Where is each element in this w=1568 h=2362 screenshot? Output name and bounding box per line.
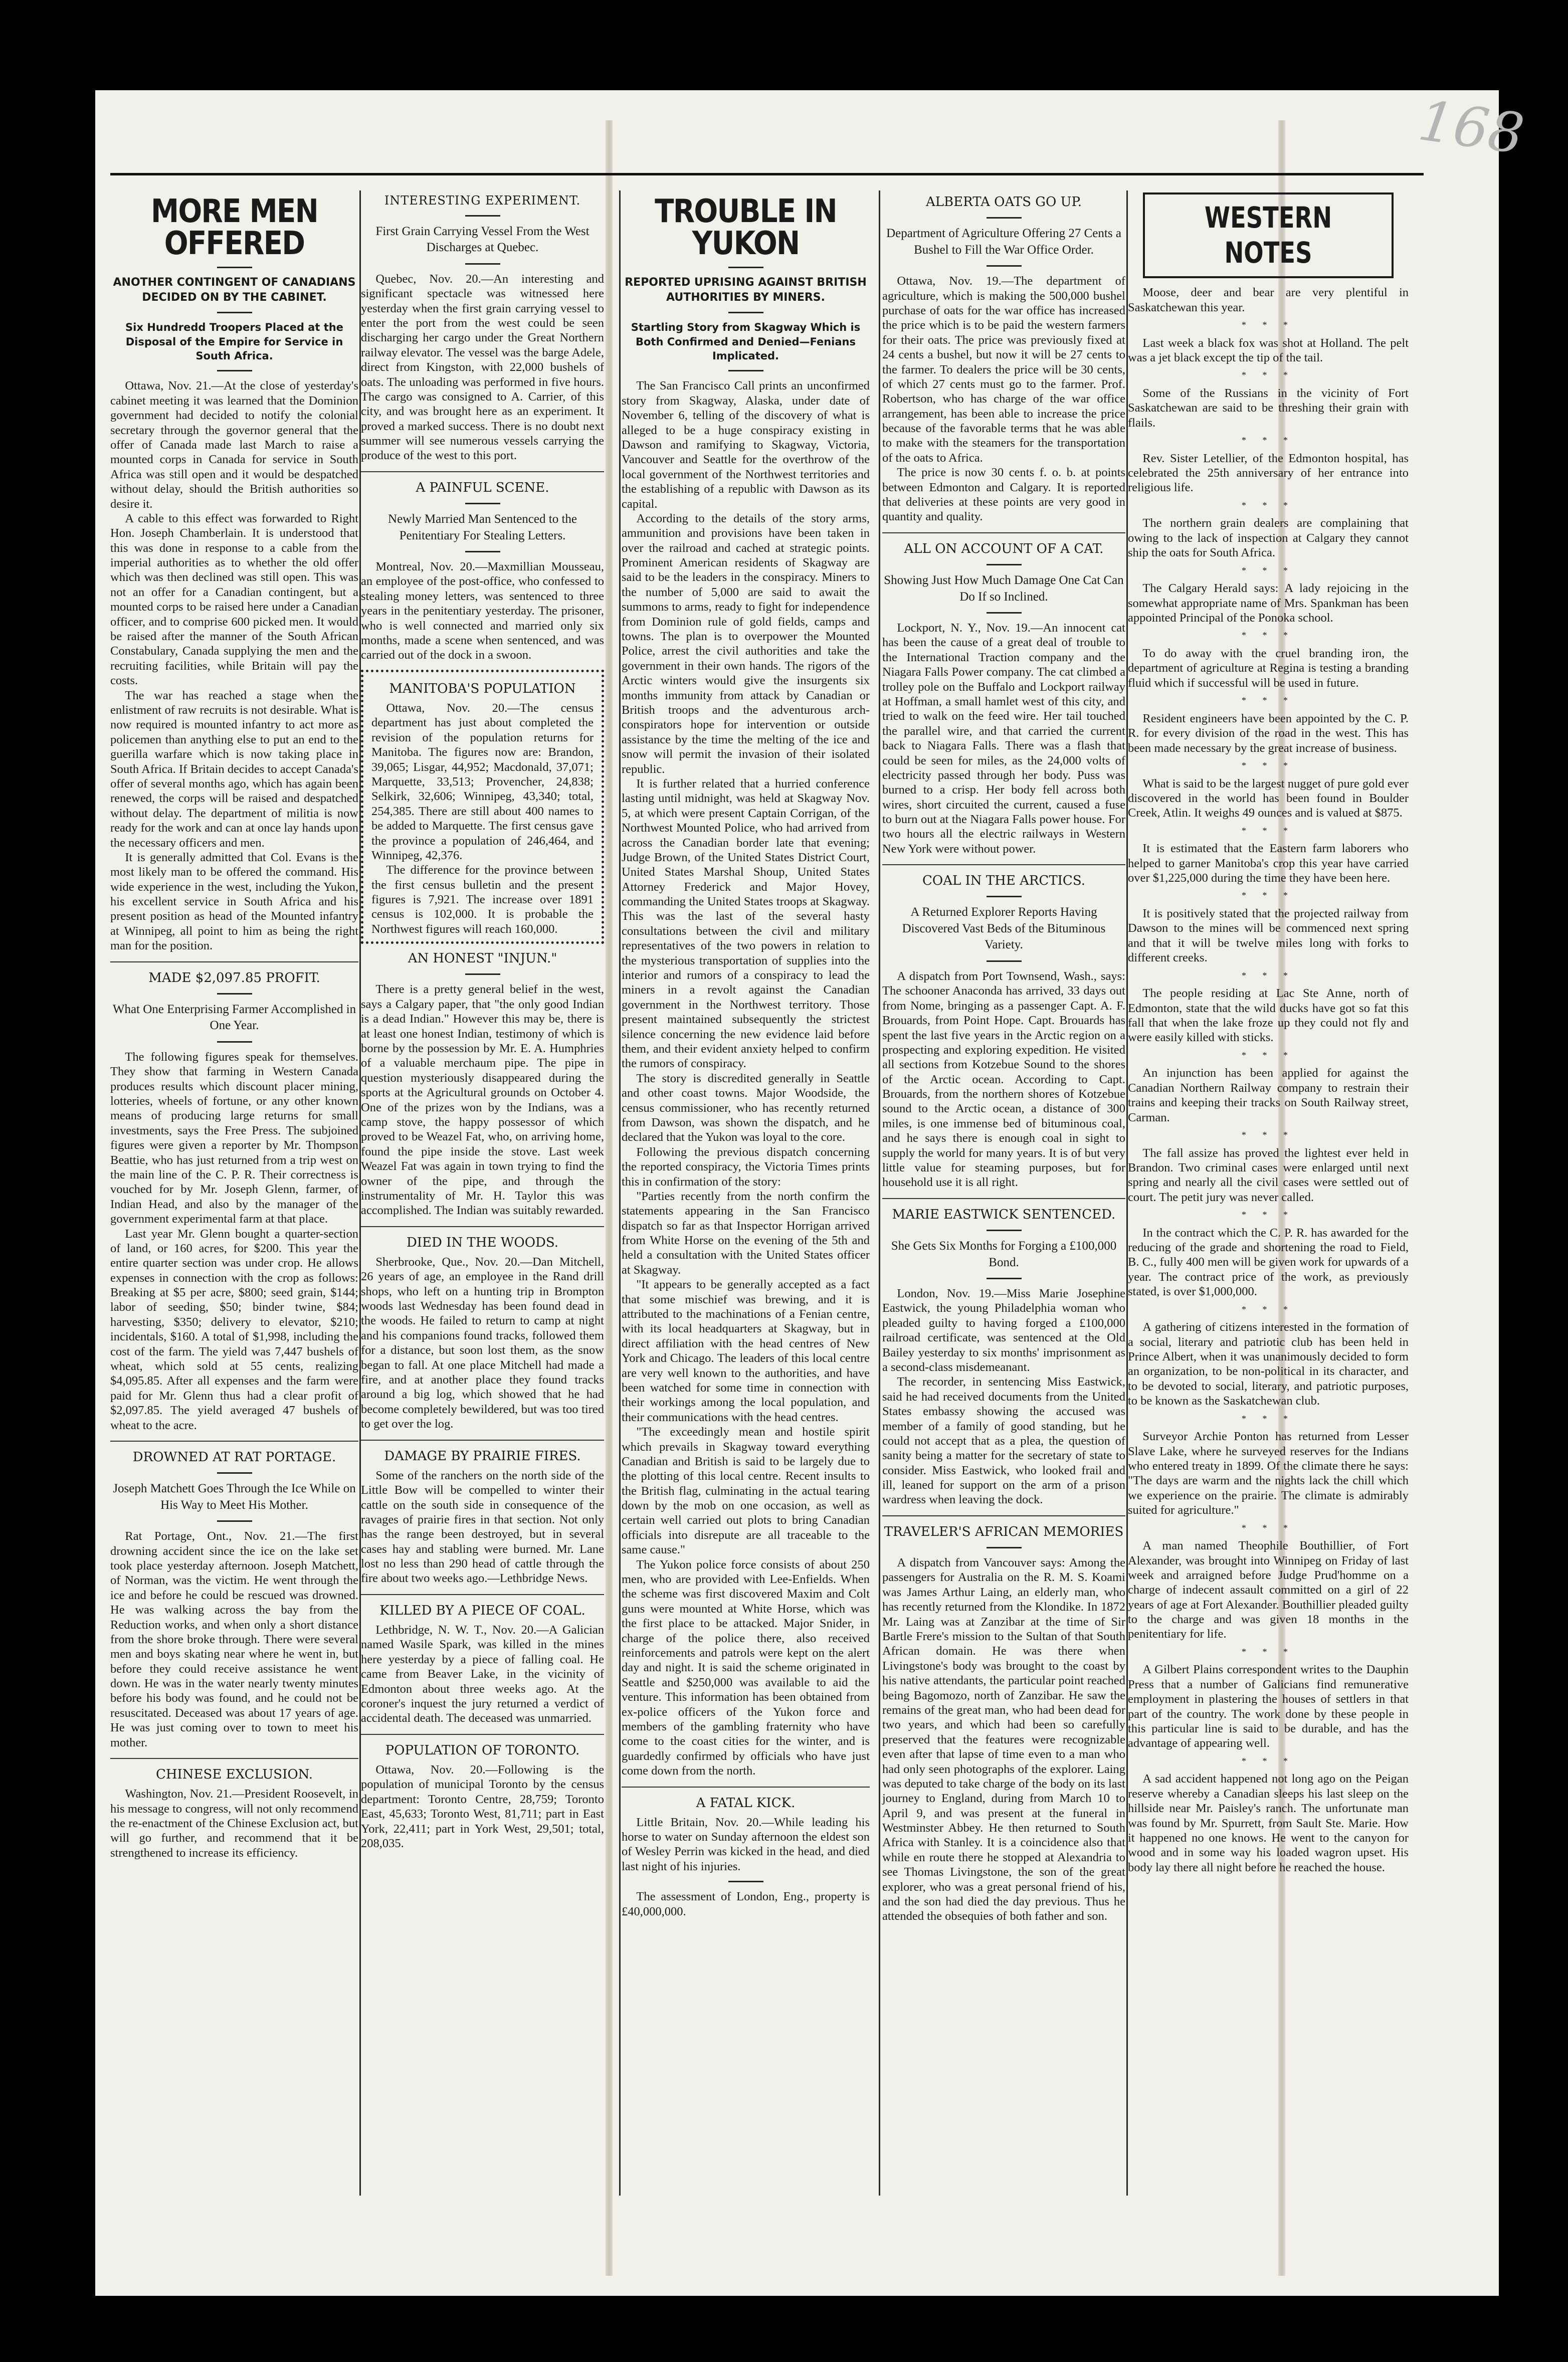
headline-alberta-oats: ALBERTA OATS GO UP. (925, 194, 1082, 210)
dash-rule (217, 370, 252, 371)
note-item: The fall assize has proved the lightest ever held in Brandon. Two criminal cases were enlarged until next spring and nearly all the civil cases were settled out of court. The petit jury was never called. (1128, 1146, 1409, 1204)
column-1 (110, 190, 358, 1860)
headline-fatal-kick: A FATAL KICK. (696, 1795, 796, 1811)
note-item: The Calgary Herald says: A lady rejoicing in the somewhat appropriate name of Mrs. Spankman has been appointed Principal of the Ponoka school. (1128, 581, 1409, 625)
dash-rule (987, 1547, 1022, 1548)
headline-more-men-offered: MORE MEN OFFERED (151, 193, 318, 262)
headline-african-memories: TRAVELER'S AFRICAN MEMORIES (884, 1524, 1124, 1539)
article-separator (882, 864, 1125, 865)
dash-rule (217, 312, 252, 313)
article-paragraph: "It appears to be generally accepted as a fact that some mischief was brewing, and it is attributed to the machinations of a Fenian centre, with its local headquarters at Skagway, but in direct affiliation with the head centres of New York and Chicago. The leaders of this local centre are very well known to the authorities, and have been watched for some time in connection with their workings among the local population, and their communications with the head centres. (622, 1278, 870, 1424)
article-paragraph: It is further related that a hurried conference lasting until midnight, was held at Skagway Nov. 5, at which were present Captain Corrigan, of the Northwest Mounted Police, who had arrived from across the Canadian border late that evening; Judge Brown, of the United States District Court, United States Marshal Shoup, United States Attorney Frederick and Major Hovey, commanding the United States troops at Skagway. This was the last of the several hasty consultations between the civil and military representatives of the two powers in relation to the mysterious transportation of supplies into the interior and rumors of a conspiracy to lead the miners in a revolt against the Canadian government in the Northwest territory. Those present maintained subsequently the strictest silence concerning the new evidence laid before them, and their evident anxiety helped to confirm the rumors of conspiracy. (622, 776, 870, 1071)
article-separator (882, 1515, 1125, 1516)
dash-rule (987, 960, 1022, 962)
article-separator (361, 1734, 604, 1735)
dash-rule (217, 993, 252, 995)
article-paragraph: Ottawa, Nov. 19.—The department of agriculture, which is making the 500,000 bushel purchase of oats for the war office has increased the price which is to be paid the western farmers for their oats. The price was previously fixed at 24 cents a bushel, but now it will be 27 cents to the farmer. To dealers the price will be 30 cents, of which 27 cents must go to the farmer. Prof. Robertson, who has charge of the war office arrangement, has been able to increase the price because of the favorable terms that he was able to make with the steamers for the transportation of the oats to Africa. (882, 274, 1125, 465)
dash-rule (217, 1472, 252, 1474)
dash-rule (987, 612, 1022, 614)
headline-drowned: DROWNED AT RAT PORTAGE. (132, 1449, 336, 1465)
article-paragraph: Ottawa, Nov. 21.—At the close of yesterday's cabinet meeting it was learned that the Dominion government had decided to notify the colonial secretary through the governor general that the offer of Canada made last March to raise a mounted corps in Canada for service in South Africa was still open and it would be despatched without delay, should the British authorities so desire it. (110, 379, 358, 511)
column-4 (882, 190, 1125, 1924)
deck: A Returned Explorer Reports Having Discovered Vast Beds of the Bituminous Variety. (902, 905, 1106, 952)
article-paragraph: The story is discredited generally in Seattle and other coast towns. Major Woodside, the census commissioner, who has recently returned from Dawson, was shown the dispatch, and he declared that the Yukon was loyal to the core. (622, 1071, 870, 1144)
note-item: What is said to be the largest nugget of pure gold ever discovered in the world has been found in Boulder Creek, Atlin. It weighs 49 ounces and is valued at $875. (1128, 776, 1409, 820)
deck: Startling Story from Skagway Which is Both Confirmed and Denied—Fenians Implicated. (631, 321, 861, 362)
deck: Six Hundredd Troopers Placed at the Disposal of the Empire for Service in South Africa. (125, 321, 343, 362)
article-paragraph: The difference for the province between the first census bulletin and the present figures is 7,921. The increase over 1891 census is 102,000. It is probable the Northwest figures will reach 160,000. (371, 863, 594, 936)
note-item: Surveyor Archie Ponton has returned from Lesser Slave Lake, where he surveyed reserves for the Indians who entered treaty in 1899. Of the climate there he says: "The days are warm and the nights lack the chill which we experience on the prairie. The climate is admirably suited for agriculture." (1128, 1430, 1409, 1517)
note-item: The people residing at Lac Ste Anne, north of Edmonton, state that the wild ducks have got so fat this fall that when the lake froze up they could not fly and were easily killed with sticks. (1128, 987, 1409, 1045)
note-item: A man named Theophile Bouthillier, of Fort Alexander, was brought into Winnipeg on Friday of last week and arraigned before Judge Prud'homme on a charge of indecent assault committed on a girl of 22 years of age at Fort Alexander. Bouthillier pleaded guilty to the charge and was given 18 months in the penitentiary for life. (1128, 1539, 1409, 1641)
note-item: It is estimated that the Eastern farm laborers who helped to garner Manitoba's crop this year have carried over $1,225,000 during the time they have been here. (1128, 842, 1409, 885)
star-divider: * * * (1242, 1413, 1295, 1424)
headline-honest-injun: AN HONEST "INJUN." (408, 951, 557, 966)
article-paragraph: The war has reached a stage when the enlistment of raw recruits is not desirable. What is now required is mounted infantry to act more as policemen than anything else to put an end to the guerilla warfare which is now taking place in South Africa. If Britain decides to accept Canada's offer of several months ago, which has again been renewed, the corps will be raised and despatched without delay. The department of militia is now ready for the work and can at once lay hands upon the necessary officers and men. (110, 688, 358, 850)
article-paragraph: Montreal, Nov. 20.—Maxmillian Mousseau, an employee of the post-office, who confessed to stealing money letters, was sentenced to three years in the penitentiary yesterday. The prisoner, who is well connected and married only six months, made a scene when sentenced, and was carried out of the dock in a swoon. (361, 560, 604, 662)
article-separator (110, 1441, 358, 1442)
star-divider: * * * (1242, 1050, 1295, 1060)
note-item: It is positively stated that the projected railway from Dawson to the mines will be commenced next spring and that it will be twelve miles long with forks to different creeks. (1128, 907, 1409, 965)
article-paragraph: The price is now 30 cents f. o. b. at points between Edmonton and Calgary. It is reported that deliveries at these points are very good in quantity and quality. (882, 466, 1125, 524)
headline-cat: ALL ON ACCOUNT OF A CAT. (904, 541, 1104, 556)
column-rule (879, 190, 880, 2196)
article-paragraph: It is generally admitted that Col. Evans is the most likely man to be offered the command. His wide experience in the west, including the Yukon, his excellent service in South Africa and his present position as head of the Mounted infantry at Winnipeg, all point to him as being the right man for the position. (110, 850, 358, 953)
headline-profit: MADE $2,097.85 PROFIT. (148, 970, 320, 986)
handwritten-page-number: 168 (1415, 88, 1528, 166)
dash-rule (217, 1041, 252, 1043)
article-paragraph: There is a pretty general belief in the west, says a Calgary paper, that "the only good Indian is a dead Indian." However this may be, there is at least one honest Indian, testimony of which is borne by the possession by Mr. E. A. Humphries of a valuable merchaum pipe. The pipe in question mysteriously disappeared during the sports at the Agricultural grounds on October 4. One of the prizes won by the Indians, was a camp stove, the happy possessor of which proved to be Weazel Fat, who, on arriving home, found the pipe inside the stove. Last week Weazel Fat was again in town trying to find the owner of the pipe, and through the instrumentality of Mr. H. Taylor this was accomplished. The Indian was suitably rewarded. (361, 982, 604, 1218)
article-paragraph: Lethbridge, N. W. T., Nov. 20.—A Galician named Wasile Spark, was killed in the mines here yesterday by a piece of falling coal. He came from Beaver Lake, in the vicinity of Edmonton about three weeks ago. At the coroner's inquest the jury returned a verdict of accidental death. The deceased was unmarried. (361, 1623, 604, 1725)
note-item: A sad accident happened not long ago on the Peigan reserve whereby a Canadian sleeps his last sleep on the hillside near Mr. Paisley's ranch. The unfortunate man was found by Mr. Spurrett, from Sault Ste. Marie. How it happened no one knows. He went to the canyon for wood and in some way his loaded wagron upset. His body lay there all night before he reached the house. (1128, 1772, 1409, 1874)
article-paragraph: London, Nov. 19.—Miss Marie Josephine Eastwick, the young Philadelphia woman who pleaded guilty to having forged a £100,000 railroad certificate, was sentenced at the Old Bailey yesterday to six months' imprisonment as a second-class misdemeanant. (882, 1287, 1125, 1374)
newspaper-page (95, 88, 1528, 2296)
article-paragraph: The recorder, in sentencing Miss Eastwick, said he had received documents from the United States embassy showing the accused was member of a family of good standing, but he could not accept that as a plea, the question of sanity being a matter for the secretary of state to consider. Miss Eastwick, who looked frail and ill, leaned for support on the arm of a prison wardress when leaving the dock. (882, 1375, 1125, 1507)
article-separator (882, 1198, 1125, 1199)
headline-trouble-in-yukon: TROUBLE IN YUKON (655, 193, 837, 262)
article-paragraph: The following figures speak for themselves. They show that farming in Western Canada produces results which discount placer mining, lotteries, wheels of fortune, or any other known means of producing large returns for small investments, says the Free Press. The subjoined figures were given a reporter by Mr. Thompson Beattie, who has just returned from a trip west on the main line of the C. P. R. Their correctness is vouched for by Mr. Joseph Glenn, farmer, of Indian Head, and also by the manager of the government experimental farm at that place. (110, 1050, 358, 1226)
article-paragraph: Following the previous dispatch concerning the reported conspiracy, the Victoria Times prints this in confirmation of the story: (622, 1145, 870, 1189)
note-item: Resident engineers have been appointed by the C. P. R. for every division of the road in the west. This has been made necessary by the great increase of business. (1128, 711, 1409, 755)
article-separator (882, 532, 1125, 533)
note-item: Last week a black fox was shot at Holland. The pelt was a jet black except the tip of the tail. (1128, 336, 1409, 364)
note-item: To do away with the cruel branding iron, the department of agriculture at Regina is testing a branding fluid which if successful will be used in future. (1128, 647, 1409, 690)
star-divider: * * * (1242, 630, 1295, 641)
article-paragraph: According to the details of the story arms, ammunition and provisions have been taken in over the railroad and cached at strategic points. Prominent American residents of Skagway are said to be the leaders in the conspiracy. Miners to the number of 5,000 are said to await the summons to arms, ready to fight for independence from Dominion rule of gold fields, camps and towns. The plan is to overpower the Mounted Police, arrest the civil authorities and take the government in their own hands. The rigors of the Arctic winters would give the insurgents six months immunity from attack by Canadian or British troops and the adventurous arch-conspirators hope for intervention or outside assistance by the time the melting of the ice and snow will permit the invasion of their isolated republic. (622, 511, 870, 776)
star-divider: * * * (1242, 565, 1295, 575)
article-separator (622, 1787, 870, 1788)
dash-rule (728, 267, 763, 268)
deck: Department of Agriculture Offering 27 Cents a Bushel to Fill the War Office Order. (886, 227, 1121, 257)
article-paragraph: A dispatch from Port Townsend, Wash., says: The schooner Anaconda has arrived, 33 days out from Nome, bringing as a passenger Capt. A. F. Brouards, from Point Hope. Capt. Brouards has spent the last five years in the Arctic region on a prospecting and exploring expedition. He visited all sections from Kotzebue Sound to the shores of the Arctic ocean. According to Capt. Brouards, from the northern shores of Kotzebue sound to the Arctic ocean, a distance of 300 miles, is one immense bed of bituminous coal, and he says there is enough coal in sight to supply the world for many years. It is of but very little value for steaming purposes, but for household use it is all right. (882, 969, 1125, 1190)
dash-rule (987, 564, 1022, 565)
star-divider: * * * (1242, 1304, 1295, 1314)
column-2 (361, 190, 604, 1851)
dash-rule (728, 312, 763, 313)
article-paragraph: Some of the ranchers on the north side of the Little Bow will be compelled to winter their cattle on the south side in consequence of the ravages of prairie fires in that section. Not only has the range been destroyed, but in several cases hay and stabling were burned. Mr. Lane lost no less than 290 head of cattle through the fire about two weeks ago.—Lethbridge News. (361, 1468, 604, 1586)
dash-rule (987, 265, 1022, 267)
headline-painful-scene: A PAINFUL SCENE. (416, 480, 549, 495)
article-paragraph: Rat Portage, Ont., Nov. 21.—The first drowning accident since the ice on the lake set took place yesterday afternoon. Joseph Matchett, of Norman, was the victim. He went through the ice and before he could be rescued was drowned. He was walking across the bay from the Reduction works, and when only a short distance from the shore broke through. There were several men and boys skating near where he went in, but before they could receive assistance he went down. He was in the water nearly twenty minutes before his body was found, and he could not be resuscitated. Deceased was about 17 years of age. He was just coming over to town to meet his mother. (110, 1529, 358, 1749)
dash-rule (465, 551, 500, 552)
article-separator (361, 1594, 604, 1595)
article-paragraph: "Parties recently from the north confirm the statements appearing in the San Francisco dispatch so far as that Inspector Horrigan arrived from White Horse on the evening of the 5th and held a consultation with the United States officer at Skagway. (622, 1189, 870, 1277)
deck: First Grain Carrying Vessel From the West Discharges at Quebec. (375, 224, 590, 255)
deck: Joseph Matchett Goes Through the Ice While on His Way to Meet His Mother. (113, 1482, 356, 1512)
article-paragraph: Little Britain, Nov. 20.—While leading his horse to water on Sunday afternoon the eldest son of Wesley Perrin was kicked in the head, and died last night of his injuries. (622, 1815, 870, 1873)
headline-western-notes: WESTERN NOTES (1204, 201, 1332, 270)
article-paragraph: "The exceedingly mean and hostile spirit which prevails in Skagway toward everything Canadian and British is said to be largely due to the plotting of this local centre. Recent insults to the British flag, culminating in the actual tearing down by the mob on one occasion, as well as certain well carried out plots to bring Canadian officials into disrepute are all traceable to the same cause." (622, 1425, 870, 1557)
article-separator (110, 961, 358, 962)
star-divider: * * * (1242, 500, 1295, 510)
article-paragraph: Last year Mr. Glenn bought a quarter-section of land, or 160 acres, for $200. This year the entire quarter section was under crop. He allows expenses in connection with the crop as follows: Breaking at $5 per acre, $800; seed grain, $144; labor of seeding, $50; binder twine, $84; harvesting, $350; delivery to elevator, $210; incidentals, $160. A total of $1,998, including the cost of the farm. The yield was 7,447 bushels of wheat, which sold at 55 cents, realizing $4,095.85. After all expenses and the farm were paid for Mr. Glenn thus had a clear profit of $2,097.85. The yield averaged 47 bushels of wheat to the acre. (110, 1227, 358, 1432)
star-divider: * * * (1242, 319, 1295, 330)
star-divider: * * * (1242, 1522, 1295, 1533)
western-notes-list (1128, 285, 1409, 1875)
note-item: A gathering of citizens interested in the formation of a social, literary and patriotic club has been held in Prince Albert, when it was unanimously decided to form an organization, to be non-political in its character, and to be devoted to social, literary, and patriotic purposes, to be known as the Saskatchewan club. (1128, 1320, 1409, 1408)
deck: She Gets Six Months for Forging a £100,000 Bond. (891, 1239, 1117, 1269)
article-paragraph: Washington, Nov. 21.—President Roosevelt, in his message to congress, will not only recommend the re-enactment of the Chinese Exclusion act, but will go further, and recommend that it be strengthened to increase its efficiency. (110, 1787, 358, 1860)
article-paragraph: Lockport, N. Y., Nov. 19.—An innocent cat has been the cause of a great deal of trouble to the International Traction company and the Niagara Falls Power company. The cat climbed a trolley pole on the Buffalo and Lockport railway at Hoffman, a small hamlet west of this city, and tried to walk on the feed wire. Her tail touched the parallel wire, and that carried the current back to Niagara Falls. There was a flash that could be seen for miles, as the 24,000 volts of electricity passed through her body. Puss was burned to a crisp. Her body fell across both wires, short circuited the current, caused a fuse to burn out at the Niagara Falls power house. For two hours all the electric railways in Western New York were without power. (882, 621, 1125, 856)
deck: What One Enterprising Farmer Accomplished in One Year. (112, 1002, 356, 1033)
dash-rule (987, 1278, 1022, 1279)
note-item: Some of the Russians in the vicinity of Fort Saskatchewan are said to be threshing their grain with flails. (1128, 386, 1409, 430)
column-5 (1128, 190, 1409, 1875)
star-divider: * * * (1242, 890, 1295, 901)
headline-eastwick: MARIE EASTWICK SENTENCED. (892, 1207, 1116, 1222)
star-divider: * * * (1242, 1129, 1295, 1140)
deck: Newly Married Man Sentenced to the Penitentiary For Stealing Letters. (388, 512, 577, 542)
note-item: The northern grain dealers are complaining that owing to the lack of inspection at Calgary they cannot ship the oats for South Africa. (1128, 516, 1409, 560)
top-rule (110, 173, 1424, 175)
dash-rule (465, 973, 500, 975)
headline-toronto-population: POPULATION OF TORONTO. (385, 1742, 580, 1758)
column-3 (622, 190, 870, 1919)
dash-rule (987, 896, 1022, 897)
dash-rule (465, 503, 500, 504)
headline-prairie-fires: DAMAGE BY PRAIRIE FIRES. (384, 1448, 581, 1464)
headline-coal-arctics: COAL IN THE ARCTICS. (922, 873, 1085, 889)
note-item: In the contract which the C. P. R. has awarded for the reducing of the grade and shortening the road to Field, B. C., fully 400 men will be given work for upwards of a year. The contract price of the work, as previously stated, is over $1,000,000. (1128, 1226, 1409, 1299)
note-item: Moose, deer and bear are very plentiful in Saskatchewan this year. (1128, 286, 1409, 314)
headline-manitoba-population: MANITOBA'S POPULATION (389, 681, 576, 696)
western-notes-banner (1143, 192, 1394, 278)
dash-rule (987, 1230, 1022, 1231)
column-rule (619, 190, 621, 2196)
deck: Showing Just How Much Damage One Cat Can Do If so Inclined. (884, 573, 1124, 604)
subhead: ANOTHER CONTINGENT OF CANADIANS DECIDED ON BY THE CABINET. (113, 276, 356, 304)
article-paragraph: Sherbrooke, Que., Nov. 20.—Dan Mitchell, 26 years of age, an employee in the Rand drill shops, who left on a hunting trip in Brompton woods last Wednesday has been found dead in the woods. He failed to return to camp at night and his companions found tracks, followed them for a distance, but soon lost them, as the snow began to fall. At one place Mitchell had made a fire, and at another place they found tracks around a big log, which showed that he had become completely bewildered, but was too tired to get over the log. (361, 1255, 604, 1431)
headline-chinese-exclusion: CHINESE EXCLUSION. (155, 1767, 313, 1783)
star-divider: * * * (1242, 1755, 1295, 1766)
article-paragraph: A dispatch from Vancouver says: Among the passengers for Australia on the R. M. S. Koami was James Arthur Laing, an elderly man, who has recently returned from the Klondike. In 1872 Mr. Laing was at Zanzibar at the time of Sir Bartle Frere's mission to the Sultan of that South African domain. He was there when Livingstone's body was brought to the coast by his native attendants, the particular point reached being Bagomozo, north of Zanzibar. He saw the remains of the great man, who had been dead for two years, and which had been so carefully preserved that the features were recognizable even after that lapse of time even to a man who had only seen photographs of the explorer. Laing was deputed to take charge of the body on its last journey to England, during from March 10 to April 9, and was present at the funeral in Westminster Abbey. He then returned to South Africa with Stanley. It is a coincidence also that while en route there he stopped at Alexandria to see Thomas Livingstone, the son of the great explorer, who was a great personal friend of his, and the son had died the day previous. Thus he attended the obsequies of both father and son. (882, 1556, 1125, 1923)
dash-rule (465, 263, 500, 265)
headline-interesting-experiment: INTERESTING EXPERIMENT. (384, 193, 581, 208)
dash-rule (728, 370, 763, 371)
headline-died-in-woods: DIED IN THE WOODS. (406, 1235, 559, 1250)
star-divider: * * * (1242, 370, 1295, 380)
star-divider: * * * (1242, 825, 1295, 836)
dash-rule (217, 1520, 252, 1522)
article-paragraph: Quebec, Nov. 20.—An interesting and significant spectacle was witnessed here yesterday when the first grain carrying vessel to enter the port from the west could be seen discharging her cargo under the Great Northern railway elevator. The vessel was the barge Adele, direct from Kingston, with 22,000 bushels of oats. The unloading was performed in five hours. The cargo was consigned to A. Carrier, of this city, and was brought here as an experiment. It proved a marked success. There is no doubt next summer will see numerous vessels carrying the produce of the west to this port. (361, 272, 604, 463)
article-separator (361, 1440, 604, 1441)
article-paragraph: The San Francisco Call prints an unconfirmed story from Skagway, Alaska, under date of November 6, telling of the discovery of what is alleged to be a huge conspiracy existing in Dawson and ramifying to Skagway, Victoria, Vancouver and Seattle for the overthrow of the local government of the Northwest territories and the establishing of a republic with Dawson as its capital. (622, 379, 870, 511)
note-item: Rev. Sister Letellier, of the Edmonton hospital, has celebrated the 25th anniversary of her entrance into religious life. (1128, 451, 1409, 495)
dash-rule (728, 1881, 763, 1882)
dotted-box-manitoba (361, 670, 604, 944)
subhead: REPORTED UPRISING AGAINST BRITISH AUTHORITIES BY MINERS. (625, 276, 867, 304)
star-divider: * * * (1242, 760, 1295, 770)
star-divider: * * * (1242, 435, 1295, 446)
article-paragraph: A cable to this effect was forwarded to Right Hon. Joseph Chamberlain. It is understood that this was done in response to a cable from the imperial authorities as to whether the old offer which was then declined was still open. This was not an offer for a Canadian contingent, but a mounted corps to be raised here under a Canadian officer, and to comprise 600 picked men. It would be raised after the manner of the South African Constabulary, Canada supplying the men and the recruiting facilities, while Britain will pay the costs. (110, 511, 358, 688)
note-item: A Gilbert Plains correspondent writes to the Dauphin Press that a number of Galicians find remunerative employment in plastering the houses of settlers in that part of the country. The work done by these people in this particular line is said to be durable, and has the advantage of appearing well. (1128, 1663, 1409, 1750)
article-separator (361, 1226, 604, 1227)
star-divider: * * * (1242, 1646, 1295, 1657)
page-fold-shadow (606, 120, 613, 2276)
dash-rule (465, 215, 500, 217)
note-item: An injunction has been applied for against the Canadian Northern Railway company to restrain their trains and keeping their tracks on South Railway street, Carman. (1128, 1066, 1409, 1124)
dash-rule (987, 217, 1022, 219)
article-paragraph: The assessment of London, Eng., property is £40,000,000. (622, 1890, 870, 1918)
dash-rule (217, 267, 252, 268)
star-divider: * * * (1242, 695, 1295, 706)
article-separator (110, 1758, 358, 1759)
star-divider: * * * (1242, 1210, 1295, 1220)
star-divider: * * * (1242, 970, 1295, 980)
article-paragraph: The Yukon police force consists of about 250 men, who are provided with Lee-Enfields. When the scheme was first discovered Maxim and Colt guns were mounted at White Horse, which was the first place to be attacked. Major Snider, in charge of the police there, also received reinforcements and patrols were kept on the alert day and night. It is said the scheme originated in Seattle and $250,000 was available to aid the venture. This information has been obtained from ex-police officers of the Yukon force and members of the gambling fraternity who have come to the coast cities for the winter, and is guardedly confirmed by officials who have just come down from the north. (622, 1557, 870, 1778)
article-paragraph: Ottawa, Nov. 20.—The census department has just about completed the revision of the population returns for Manitoba. The figures now are: Brandon, 39,065; Lisgar, 44,952; Macdonald, 37,071; Marquette, 33,513; Provencher, 24,838; Selkirk, 32,606; Winnipeg, 43,340; total, 254,385. There are still about 400 names to be added to Marquette. The first census gave the province a population of 246,464, and Winnipeg, 42,376. (371, 701, 594, 862)
headline-killed-by-coal: KILLED BY A PIECE OF COAL. (379, 1603, 585, 1618)
article-separator (361, 471, 604, 472)
article-paragraph: Ottawa, Nov. 20.—Following is the population of municipal Toronto by the census department: Toronto Centre, 28,759; Toronto East, 45,633; Toronto West, 81,711; part in East York, 22,411; part in York West, 29,501; total, 208,035. (361, 1762, 604, 1850)
